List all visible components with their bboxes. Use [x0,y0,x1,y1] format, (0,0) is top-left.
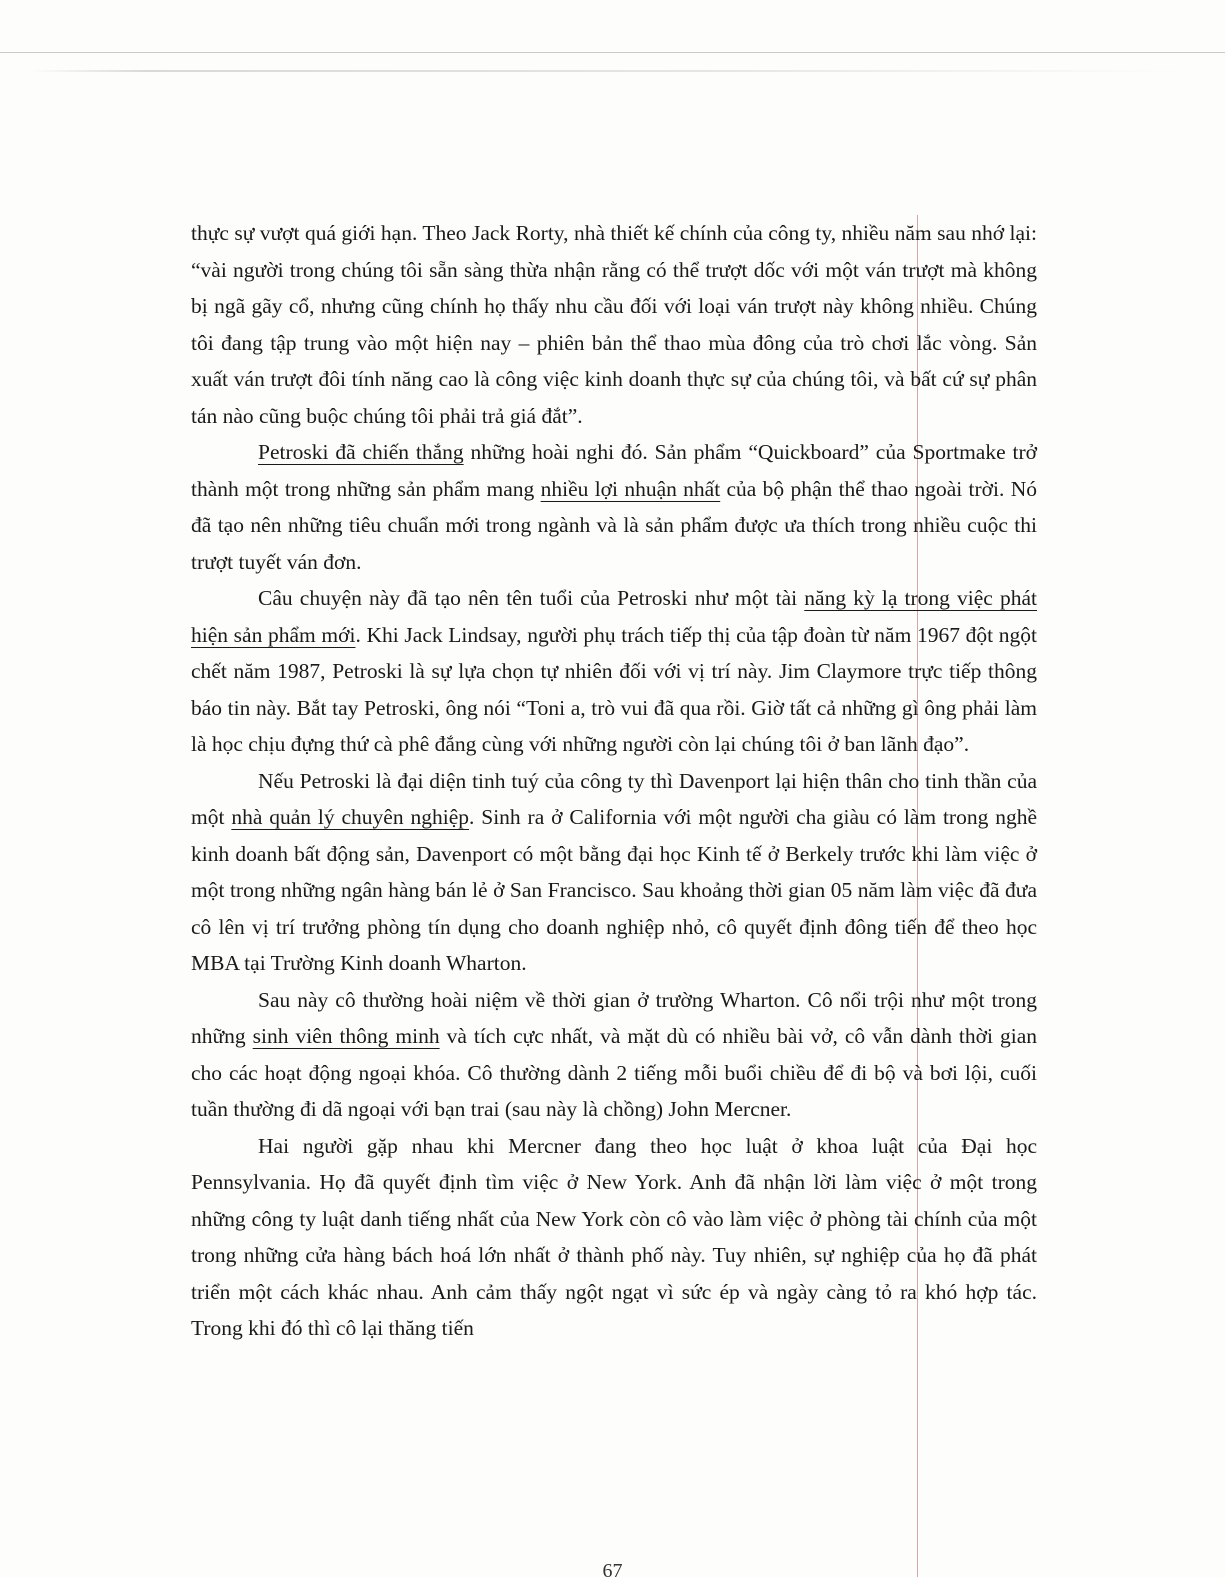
text-run: Nếu Petroski là đại diện tinh tuý của công ty thì Davenport lại hiện thân cho tinh thần của một [191,768,1037,829]
text-run: . Khi Jack Lindsay, người phụ trách tiếp thị của tập đoàn từ năm 1967 đột ngột chết năm 1987, Petroski là sự lựa chọn tự nhiên đối với vị trí này. Jim Claymore trực tiếp thông báo tin này. Bắt tay Petroski, ông nói “Toni a, trò vui đã qua rồi. Giờ tất cả những gì ông phải làm là học chịu đựng thứ cà phê đắng cùng với những người còn lại chúng tôi ở ban lãnh đạo”. [191,622,1037,756]
text-run: của bộ phận thể thao ngoài trời. Nó đã tạo nên những tiêu chuẩn mới trong ngành và là sản phẩm được ưa thích trong nhiều cuộc thi trượt tuyết ván đơn. [191,476,1037,574]
body-text [191,215,1037,1347]
underlined-phrase: nhà quản lý chuyên nghiệp [231,805,469,829]
paragraph [191,763,1037,982]
underlined-phrase: nhiều lợi nhuận nhất [540,476,721,501]
text-run: thực sự vượt quá giới hạn. Theo Jack Rorty, nhà thiết kế chính của công ty, nhiều năm sau nhớ lại: “vài người trong chúng tôi sẵn sàng thừa nhận rằng có thể trượt dốc với một ván trượt mà không bị ngã gãy cổ, nhưng cũng chính họ thấy nhu cầu đối với loại ván trượt này không nhiều. Chúng tôi đang tập trung vào một hiện nay – phiên bản thể thao mùa đông của trò chơi lắc vòng. Sản xuất ván trượt đôi tính năng cao là công việc kinh doanh thực sự của chúng tôi, và bất cứ sự phân tán nào cũng buộc chúng tôi phải trả giá đắt”. [191,221,1037,428]
text-run: và tích cực nhất, và mặt dù có nhiều bài vở, cô vẫn dành thời gian cho các hoạt động ngoại khóa. Cô thường dành 2 tiếng mỗi buổi chiều để đi bộ và bơi lội, cuối tuần thường đi dã ngoại với bạn trai (sau này là chồng) John Mercner. [191,1024,1037,1121]
page-number: 67 [602,1560,623,1582]
scan-shadow [30,70,1180,72]
text-run: Câu chuyện này đã tạo nên tên tuổi của Petroski như một tài [258,586,805,610]
text-run: Sau này cô thường hoài niệm về thời gian ở trường Wharton. Cô nổi trội như một trong những [191,987,1037,1048]
paragraph [191,434,1037,580]
text-run: Hai người gặp nhau khi Mercner đang theo học luật ở khoa luật của Đại học Pennsylvania. Họ đã quyết định tìm việc ở New York. Anh đã nhận lời làm việc ở một trong những công ty luật danh tiếng nhất của New York còn cô vào làm việc ở phòng tài chính của một trong những cửa hàng bách hoá lớn nhất ở thành phố này. Tuy nhiên, sự nghiệp của họ đã phát triển một cách khác nhau. Anh cảm thấy ngột ngạt vì sức ép và ngày càng tỏ ra khó hợp tác. Trong khi đó thì cô lại thăng tiến [191,1133,1037,1340]
paragraph [191,580,1037,763]
paragraph [191,982,1037,1128]
underlined-phrase: Petroski đã chiến thắng [258,440,464,464]
header-rule [0,52,1225,53]
underlined-phrase: năng kỳ lạ trong việc phát hiện sản phẩm mới [191,586,1037,647]
text-run: . Sinh ra ở California với một người cha giàu có làm trong nghề kinh doanh bất động sản, Davenport có một bằng đại học Kinh tế ở Berkely trước khi làm việc ở một trong những ngân hàng bán lẻ ở San Francisco. Sau khoảng thời gian 05 năm làm việc đã đưa cô lên vị trí trưởng phòng tín dụng cho doanh nghiệp nhỏ, cô quyết định đông tiến để theo học MBA tại Trường Kinh doanh Wharton. [191,805,1038,975]
paragraph [191,1128,1037,1347]
text-run: những hoài nghi đó. Sản phẩm “Quickboard” của Sportmake trở thành một trong những sản phẩm mang [191,440,1037,501]
paragraph [191,215,1037,434]
underlined-phrase: sinh viên thông minh [252,1024,440,1048]
